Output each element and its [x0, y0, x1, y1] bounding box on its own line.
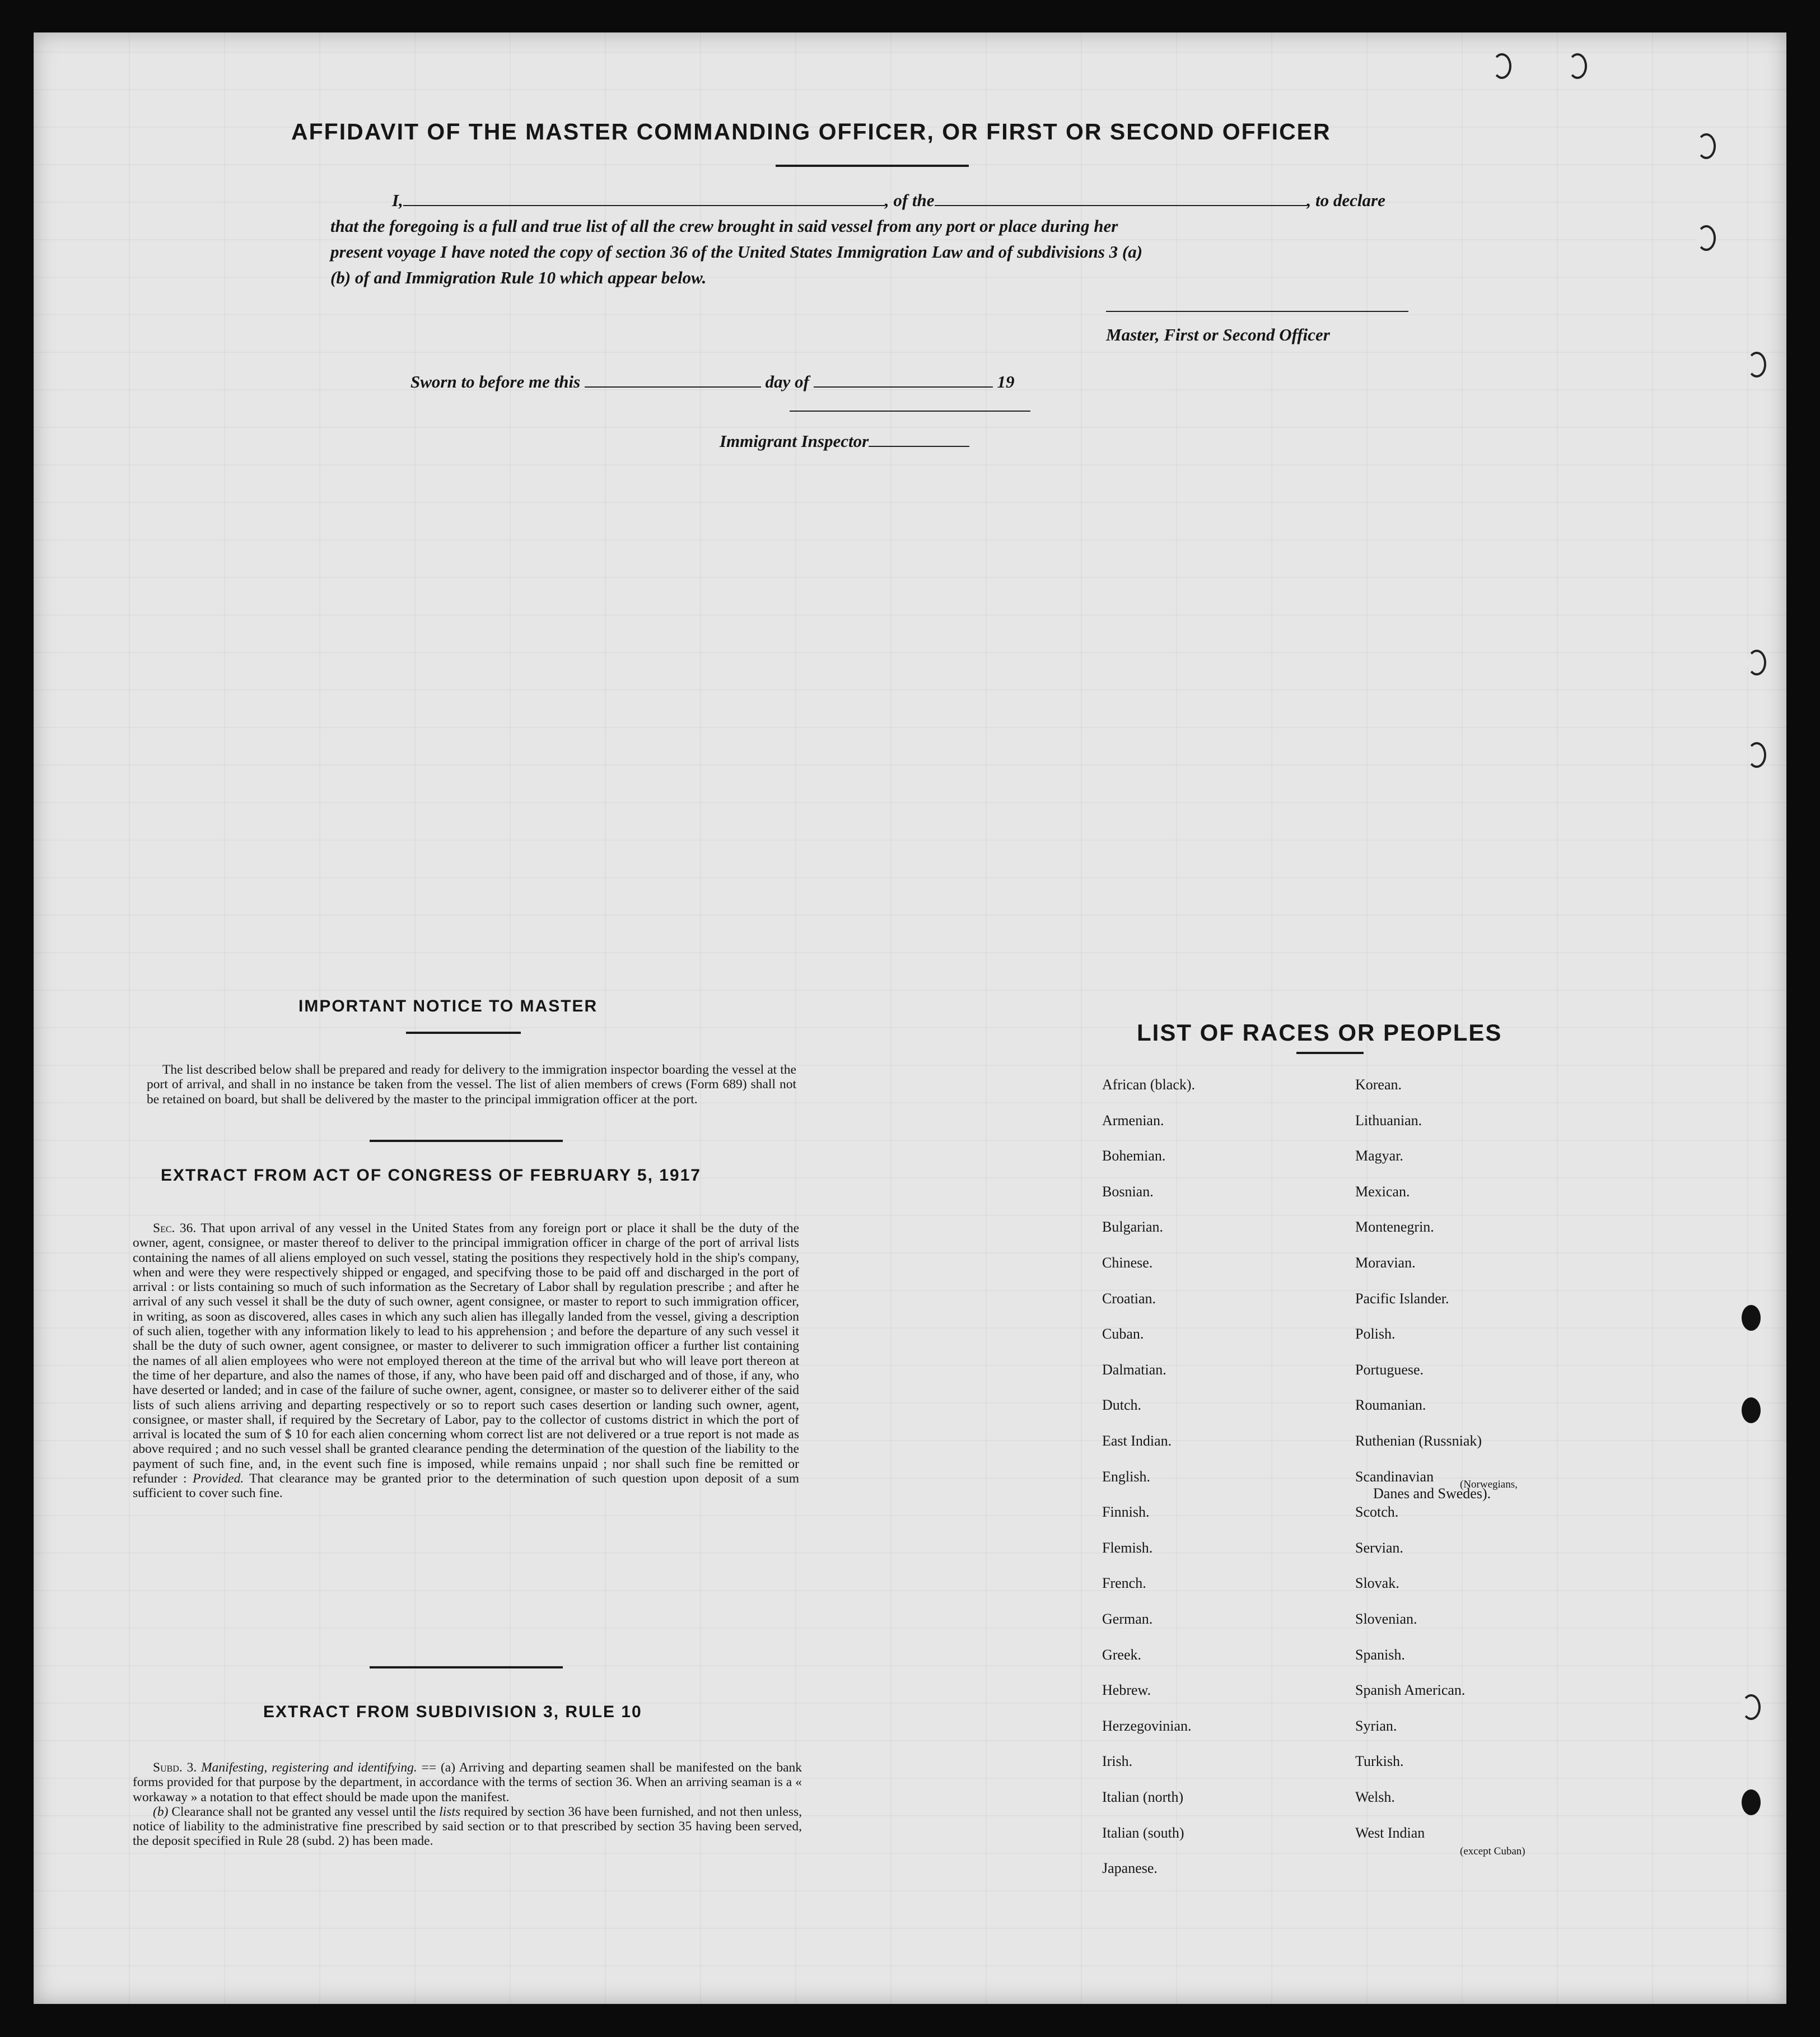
sworn-prefix: Sworn to before me this — [410, 372, 581, 391]
signature-line[interactable] — [1106, 311, 1408, 312]
sworn-month-field[interactable] — [814, 372, 993, 388]
race-item: Herzegovinian. — [1102, 1717, 1192, 1734]
race-item: Cuban. — [1102, 1326, 1144, 1343]
race-item: German. — [1102, 1611, 1153, 1627]
punch-hole — [1697, 225, 1716, 251]
race-item: Hebrew. — [1102, 1682, 1151, 1699]
divider — [1296, 1052, 1364, 1054]
provided-word: Provided. — [193, 1471, 244, 1486]
declaration-line-4: (b) of and Immigration Rule 10 which appear below. — [330, 268, 707, 287]
race-item: Greek. — [1102, 1646, 1142, 1663]
race-item: Servian. — [1355, 1539, 1403, 1556]
race-item: Croatian. — [1102, 1290, 1156, 1307]
sworn-year: 19 — [997, 372, 1015, 391]
race-item: Bulgarian. — [1102, 1219, 1164, 1236]
punch-hole — [1742, 1789, 1761, 1815]
punch-hole — [1747, 650, 1766, 675]
punch-hole — [1492, 53, 1511, 79]
race-item: Scandinavian — [1355, 1468, 1434, 1485]
section-label: Sec. 36. — [153, 1221, 197, 1236]
race-item: Moravian. — [1355, 1255, 1416, 1271]
race-item: Turkish. — [1355, 1753, 1404, 1770]
race-item: Syrian. — [1355, 1717, 1397, 1734]
decl-of-the: , of the — [884, 190, 935, 210]
sworn-day-of: day of — [765, 372, 809, 391]
name-blank-field[interactable] — [403, 190, 885, 206]
race-item: Mexican. — [1355, 1183, 1410, 1200]
punch-hole — [1697, 133, 1716, 159]
punch-hole — [1568, 53, 1587, 79]
race-item: Scotch. — [1355, 1504, 1399, 1521]
affidavit-title: AFFIDAVIT OF THE MASTER COMMANDING OFFICER, OR FIRST OR SECOND OFFICER — [291, 119, 1331, 144]
race-item: Armenian. — [1102, 1112, 1164, 1129]
race-item: Korean. — [1355, 1076, 1402, 1093]
extract-act-title: EXTRACT FROM ACT OF CONGRESS OF FEBRUARY 5, 1917 — [161, 1166, 701, 1185]
sworn-line — [410, 372, 1015, 392]
declaration-line-3: present voyage I have noted the copy of section 36 of the United States Immigration Law and of subdivisions 3 (a) — [330, 242, 1143, 262]
decl-i: I, — [392, 190, 403, 210]
divider — [370, 1666, 563, 1668]
para-b-lists: lists — [439, 1804, 461, 1819]
scandinavian-note-2: Danes and Swedes). — [1373, 1485, 1491, 1502]
race-item: Montenegrin. — [1355, 1219, 1434, 1236]
race-item: Flemish. — [1102, 1539, 1153, 1556]
race-item: Dutch. — [1102, 1397, 1142, 1414]
scandinavian-note-1: (Norwegians, — [1460, 1479, 1518, 1490]
para-b-post: required by section 36 have been furnished, and not then unless, notice of liability to the administrative fine prescribed by said section or to that prescribed by section 35 having been served, the deposit specified in Rule 28 (subd. 2) has been made. — [133, 1804, 802, 1849]
race-item: Bohemian. — [1102, 1148, 1166, 1164]
inspector-signature-line[interactable] — [790, 411, 1030, 412]
punch-hole — [1747, 352, 1766, 377]
punch-hole — [1747, 742, 1766, 768]
race-item: French. — [1102, 1575, 1146, 1592]
race-item: Bosnian. — [1102, 1183, 1154, 1200]
punch-hole — [1742, 1397, 1761, 1423]
race-item: Japanese. — [1102, 1860, 1158, 1877]
declaration-line-2: that the foregoing is a full and true list of all the crew brought in said vessel from any port or place during her — [330, 216, 1118, 236]
race-item: Welsh. — [1355, 1789, 1395, 1805]
race-item: Slovak. — [1355, 1575, 1399, 1592]
race-item: Dalmatian. — [1102, 1361, 1166, 1378]
divider — [406, 1032, 521, 1034]
inspector-line — [720, 431, 969, 451]
race-item: Finnish. — [1102, 1504, 1150, 1521]
notice-body: The list described below shall be prepared and ready for delivery to the immigration inspector boarding the vessel at the port of arrival, and shall in no instance be taken from the vessel. The list of alien members of crews (Form 689) shall not be retained on board, but shall be delivered by the master to the principal immigration officer at the port. — [147, 1062, 796, 1107]
race-item: Slovenian. — [1355, 1611, 1417, 1627]
race-item: Italian (south) — [1102, 1824, 1184, 1841]
race-item: Irish. — [1102, 1753, 1133, 1770]
race-item: Pacific Islander. — [1355, 1290, 1449, 1307]
races-title: LIST OF RACES OR PEOPLES — [1137, 1019, 1502, 1046]
race-item: Ruthenian (Russniak) — [1355, 1433, 1482, 1449]
para-b-pre: Clearance shall not be granted any vessel until the — [171, 1804, 436, 1819]
race-item: African (black). — [1102, 1076, 1196, 1093]
race-item: Chinese. — [1102, 1255, 1153, 1271]
section-text: That upon arrival of any vessel in the United States from any foreign port or place it shall be the duty of the owner, agent, consignee, or master thereof to deliver to the principal immigration officer in charge of the port of arrival lists containing the names of all aliens employed on such vessel, stating the positions they respectively hold in the ship's company, when and were they were respectively shipped or engaged, and specifving those to be paid off and discharged in the port of arrival : or lists containing so much of such information as the Secretary of Labor shall by regulation prescribe ; and after he arrival of any such vessel it shall be the duty of such owner, agent consignee, or master to report to such immigration officer, in writing, as soon as discovered, alles cases in which any such alien has illegally landed from the vessel, giving a description of such alien, together with any information likely to lead to his apprehension ; and before the departure of any such vessel it shall be the duty of such owner, agent consignee, or master to deliverer to such immigration officer a further list containing the names of all alien employees who were not employed thereon at the time of the arrival but who will leave port thereon at the time of her departure, and also the names of those, if any, who have been paid off and discharged and of those, if any, who have deserted or landed; and in case of the failure of suche owner, agent, consignee, or master so to deliverer either of the said lists of such aliens arriving and departing respectively or so to report such cases desertion or landing such owner, agent, consignee, or master shall, if required by the Secretary of Labor, pay to the collector of customs district in which the port of arrival is located the sum of $ 10 for each alien concerning whom correct list are not delivered or a true report is not made as above required ; and no such vessel shall be granted clearance pending the determination of the question of the liability to the payment of such fine, and, in the event such fine is imposed, while remains unpaid ; nor shall such fine be remitted or refunder : — [133, 1221, 800, 1486]
notice-title: IMPORTANT NOTICE TO MASTER — [298, 997, 598, 1015]
section-tail: That clearance may be granted prior to the determination of such question upon deposit of a sum sufficient to cover such fine. — [133, 1471, 800, 1501]
race-item: Polish. — [1355, 1326, 1396, 1343]
subd-heading: Manifesting, registering and identifying. — [201, 1760, 417, 1775]
race-item: Lithuanian. — [1355, 1112, 1422, 1129]
divider — [776, 165, 969, 167]
race-item: Portuguese. — [1355, 1361, 1424, 1378]
race-item: Magyar. — [1355, 1148, 1403, 1164]
subd-label: Subd. 3. — [153, 1760, 197, 1775]
west-indian-note: (except Cuban) — [1460, 1845, 1525, 1857]
inspector-blank-field[interactable] — [869, 431, 969, 447]
punch-hole — [1742, 1305, 1761, 1331]
declaration-line-1 — [392, 190, 1385, 211]
signature-label: Master, First or Second Officer — [1106, 325, 1330, 344]
para-b-label: (b) — [153, 1804, 169, 1819]
race-item: Italian (north) — [1102, 1789, 1184, 1805]
race-item: English. — [1102, 1468, 1150, 1485]
punch-hole — [1742, 1694, 1761, 1720]
race-item: Spanish American. — [1355, 1682, 1466, 1699]
para-a: == (a) Arriving and departing seamen shall be manifested on the bank forms provided for that purpose by the department, in accordance with the terms of section 36. When an arriving seaman is a « workaway » a notation to that effect should be made upon the manifest. — [133, 1760, 802, 1805]
extract-act-body — [133, 1221, 799, 1501]
decl-to-declare: , to declare — [1306, 190, 1385, 210]
vessel-blank-field[interactable] — [935, 190, 1307, 206]
sworn-day-field[interactable] — [585, 372, 761, 388]
divider — [370, 1140, 563, 1142]
inspector-label: Immigrant Inspector — [720, 431, 869, 451]
extract-rule-body — [133, 1760, 802, 1849]
race-item: Roumanian. — [1355, 1397, 1426, 1414]
race-item: West Indian — [1355, 1824, 1425, 1841]
extract-rule-title: EXTRACT FROM SUBDIVISION 3, RULE 10 — [263, 1703, 642, 1721]
race-item: East Indian. — [1102, 1433, 1172, 1449]
race-item: Spanish. — [1355, 1646, 1405, 1663]
